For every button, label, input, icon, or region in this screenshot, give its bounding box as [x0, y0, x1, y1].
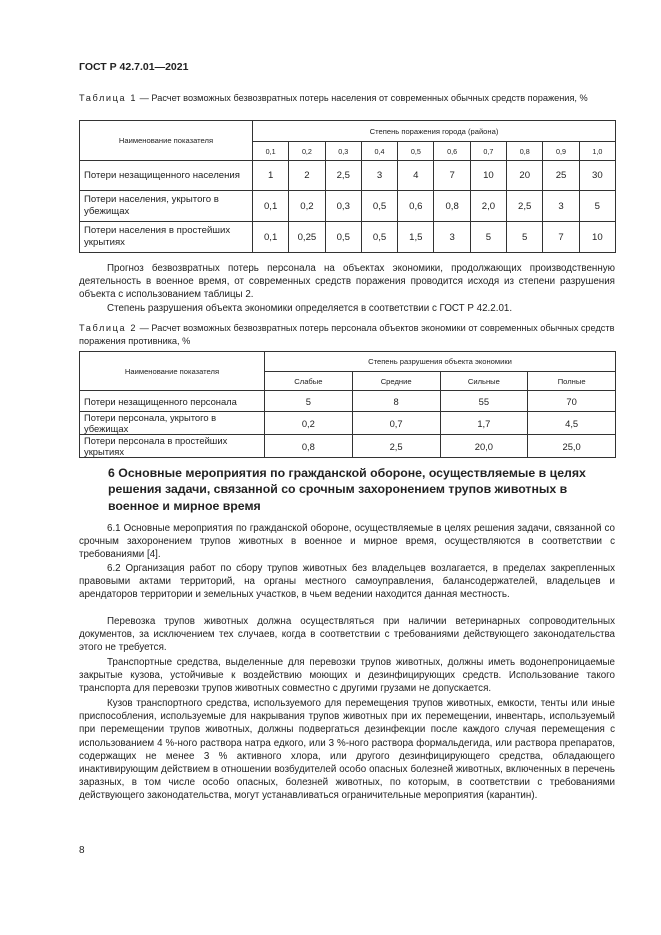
table1-degree-header: 0,6	[434, 142, 470, 161]
table2-col-header: Наименование показателя	[80, 352, 265, 391]
table-cell: 0,3	[325, 191, 361, 222]
table2-caption-word: Таблица 2	[79, 323, 138, 333]
paragraph-degree: Степень разрушения объекта экономики определяется в соответствии с ГОСТ Р 42.2.01.	[107, 303, 513, 314]
table1-degree-header: 0,5	[398, 142, 434, 161]
table-cell: 55	[440, 391, 528, 412]
document-header: ГОСТ Р 42.7.01—2021	[79, 61, 189, 73]
table-cell: 2,0	[470, 191, 506, 222]
table-row	[80, 191, 616, 222]
table-cell: 30	[579, 161, 615, 191]
table-cell: 10	[470, 161, 506, 191]
table-cell: 4	[398, 161, 434, 191]
paragraph-6-2: 6.2 Организация работ по сбору трупов животных без владельцев возлагается, в пределах закрепленных правовыми актами территорий, на органы местного самоуправления, балансодержателей, владельцев и арендаторов территории и земельных участков, в чьем ведении находится данная местность.	[79, 563, 615, 601]
table-row	[80, 161, 616, 191]
table-row	[80, 435, 616, 458]
table1-group-header: Степень поражения города (района)	[253, 121, 616, 142]
table-cell: 0,1	[253, 222, 289, 253]
table2-caption-text: — Расчет возможных безвозвратных потерь персонала объектов экономики от современных обычных средств поражения противника, %	[79, 323, 615, 346]
row-label: Потери персонала, укрытого в убежищах	[80, 412, 265, 435]
row-label: Потери незащищенного персонала	[80, 391, 265, 412]
paragraph-vehicles: Транспортные средства, выделенные для перевозки трупов животных, должны иметь водонепроницаемые закрытые кузова, устойчивые к воздействию моющих и дезинфицирующих средств. Использование такого транспорта для перевозки трупов животных совместно с другими грузами не допускается.	[79, 657, 615, 695]
table-cell: 0,5	[361, 191, 397, 222]
paragraph-6-1: 6.1 Основные мероприятия по гражданской обороне, осуществляемые в целях решения задачи, связанной со срочным захоронением трупов животных в военное и мирное время, осуществляются в соответствии с требованиями [4].	[79, 523, 615, 561]
table-cell: 70	[528, 391, 616, 412]
table1-degree-header: 0,1	[253, 142, 289, 161]
table-cell: 1,7	[440, 412, 528, 435]
table-cell: 0,25	[289, 222, 325, 253]
table-cell: 8	[352, 391, 440, 412]
table1-degree-header: 0,4	[361, 142, 397, 161]
table-cell: 3	[434, 222, 470, 253]
table1-caption	[79, 92, 615, 105]
table-cell: 0,8	[434, 191, 470, 222]
table-cell: 0,2	[289, 191, 325, 222]
section-title: 6 Основные мероприятия по гражданской обороне, осуществляемые в целях решения задачи, связанной со срочным захоронением трупов животных в военное и мирное время	[108, 466, 586, 513]
table1-degree-header: 0,2	[289, 142, 325, 161]
table-cell: 20,0	[440, 435, 528, 458]
table2-degree-header: Средние	[352, 372, 440, 391]
row-label: Потери персонала в простейших укрытиях	[80, 435, 265, 458]
table2-degree-header: Полные	[528, 372, 616, 391]
table-cell: 2,5	[352, 435, 440, 458]
table1	[79, 120, 616, 253]
table-row	[80, 222, 616, 253]
table1-degree-header: 0,7	[470, 142, 506, 161]
table-cell: 5	[265, 391, 353, 412]
table-cell: 5	[470, 222, 506, 253]
table-cell: 25,0	[528, 435, 616, 458]
table1-degree-header: 1,0	[579, 142, 615, 161]
table-cell: 2,5	[325, 161, 361, 191]
table-cell: 0,5	[361, 222, 397, 253]
table-cell: 5	[507, 222, 543, 253]
table-cell: 25	[543, 161, 579, 191]
table2	[79, 351, 616, 458]
table-cell: 0,2	[265, 412, 353, 435]
table-cell: 3	[543, 191, 579, 222]
table2-group-header: Степень разрушения объекта экономики	[265, 352, 616, 372]
table1-caption-word: Таблица 1	[79, 93, 138, 103]
paragraph-disinfection: Кузов транспортного средства, используемого для перемещения трупов животных, емкости, тенты или иные приспособления, используемые для накрывания трупов животных при их перемещении, инвентарь, используемый при перемещении трупов животных, должны подвергаться дезинфекции после каждого случая перемещения с использованием 4 %-ного раствора натра едкого, или 3 %-ного раствора формальдегида, или раствора препаратов, содержащих не менее 3 % активного хлора, или другого дезинфицирующего средства, обладающего инактивирующим действием в отношении возбудителей особо опасных болезней животных, включенных в перечень заразных, в том числе особо опасных, болезней животных, по которым, в соответствии с требованиями действующего законодательства, могут устанавливаться ограничительные мероприятия (карантин).	[79, 698, 615, 802]
table-cell: 0,8	[265, 435, 353, 458]
table-cell: 5	[579, 191, 615, 222]
table-cell: 2,5	[507, 191, 543, 222]
table-cell: 3	[361, 161, 397, 191]
paragraph-transport-docs: Перевозка трупов животных должна осуществляться при наличии ветеринарных сопроводительных документов, за исключением тех случаев, когда в соответствии с требованиями действующего законодательства этого не требуется.	[79, 616, 615, 654]
table-cell: 1	[253, 161, 289, 191]
table1-degree-header: 0,3	[325, 142, 361, 161]
table-cell: 10	[579, 222, 615, 253]
table-cell: 7	[543, 222, 579, 253]
table1-degree-header: 0,8	[507, 142, 543, 161]
table2-degree-header: Сильные	[440, 372, 528, 391]
table2-degree-header: Слабые	[265, 372, 353, 391]
table-cell: 20	[507, 161, 543, 191]
table-cell: 0,7	[352, 412, 440, 435]
row-label: Потери незащищенного населения	[80, 161, 253, 191]
table-cell: 1,5	[398, 222, 434, 253]
table-row	[80, 412, 616, 435]
page-number: 8	[79, 845, 85, 856]
table-cell: 0,1	[253, 191, 289, 222]
table-cell: 2	[289, 161, 325, 191]
table1-degree-header: 0,9	[543, 142, 579, 161]
table-cell: 0,6	[398, 191, 434, 222]
table-cell: 4,5	[528, 412, 616, 435]
table1-caption-text: — Расчет возможных безвозвратных потерь населения от современных обычных средств поражения, %	[137, 93, 588, 103]
row-label: Потери населения, укрытого в убежищах	[80, 191, 253, 222]
table-cell: 0,5	[325, 222, 361, 253]
table-cell: 7	[434, 161, 470, 191]
table-row	[80, 391, 616, 412]
row-label: Потери населения в простейших укрытиях	[80, 222, 253, 253]
paragraph-forecast: Прогноз безвозвратных потерь персонала на объектах экономики, продолжающих производственную деятельность в военное время, от современных средств поражения проводится исходя из степени разрушения объекта с использованием таблицы 2.	[79, 263, 615, 301]
table1-col-header: Наименование показателя	[80, 121, 253, 161]
table2-caption	[79, 322, 615, 348]
